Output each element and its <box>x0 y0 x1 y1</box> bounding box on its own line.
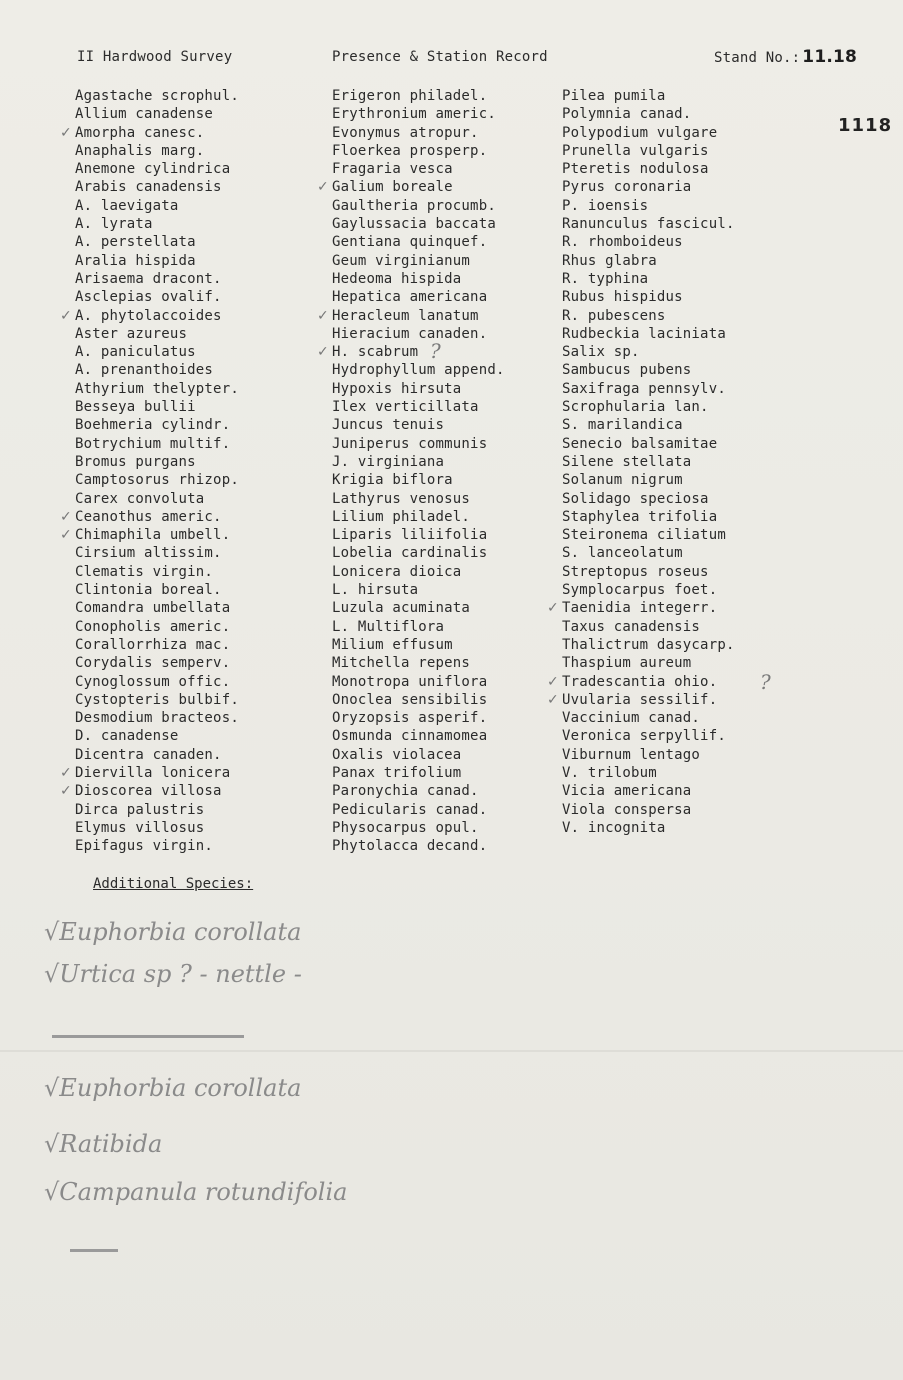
species-name: Rudbeckia laciniata <box>562 325 726 342</box>
species-name: Physocarpus opul. <box>332 819 479 836</box>
handwritten-species: √Urtica sp ? - nettle - <box>44 960 302 988</box>
species-item <box>332 453 505 471</box>
species-item <box>562 801 735 819</box>
species-name: Floerkea prosperp. <box>332 142 488 159</box>
species-item <box>562 215 735 233</box>
species-item <box>332 727 505 745</box>
species-name: Gaultheria procumb. <box>332 197 496 214</box>
species-item <box>332 636 505 654</box>
check-mark-icon: ✓ <box>60 527 72 544</box>
stand-value: 11.18 <box>802 47 858 67</box>
species-name: Allium canadense <box>75 106 214 123</box>
species-name: A. prenanthoides <box>75 362 214 379</box>
species-item <box>75 618 239 636</box>
species-name: Desmodium bracteos. <box>75 710 239 727</box>
species-item <box>332 508 505 526</box>
species-name: Bromus purgans <box>75 453 196 470</box>
species-item <box>75 252 239 270</box>
handwritten-species: √Euphorbia corollata <box>44 918 302 946</box>
species-item <box>562 416 735 434</box>
species-name: Senecio balsamitae <box>562 435 718 452</box>
species-name: L. hirsuta <box>332 582 419 599</box>
species-item <box>562 252 735 270</box>
species-item <box>547 691 735 709</box>
species-name: Geum virginianum <box>332 252 471 269</box>
species-name: Taxus canadensis <box>562 618 701 635</box>
species-item <box>562 398 735 416</box>
species-name: R. rhomboideus <box>562 234 683 251</box>
species-name: R. pubescens <box>562 307 666 324</box>
species-name: A. perstellata <box>75 234 196 251</box>
species-name: Pilea pumila <box>562 88 666 104</box>
species-item <box>317 307 505 325</box>
species-item <box>332 233 505 251</box>
species-name: Taenidia integerr. <box>562 600 718 617</box>
species-name: J. virginiana <box>332 453 445 470</box>
species-name: Lonicera dioica <box>332 563 462 580</box>
species-item <box>75 673 239 691</box>
species-item <box>332 801 505 819</box>
species-name: Fragaria vesca <box>332 161 453 178</box>
species-item <box>562 361 735 379</box>
species-item <box>332 325 505 343</box>
species-item <box>75 490 239 508</box>
species-name: Krigia biflora <box>332 472 453 489</box>
species-item <box>60 782 239 800</box>
species-name: Boehmeria cylindr. <box>75 417 231 434</box>
species-item <box>332 471 505 489</box>
species-name: Asclepias ovalif. <box>75 289 222 306</box>
species-item <box>332 709 505 727</box>
handwritten-species: √Euphorbia corollata <box>44 1074 302 1102</box>
species-item <box>562 709 735 727</box>
species-item <box>60 124 239 142</box>
species-name: Athyrium thelypter. <box>75 380 239 397</box>
species-item <box>562 325 735 343</box>
species-item <box>332 691 505 709</box>
species-name: Pteretis nodulosa <box>562 161 709 178</box>
check-mark-icon: ✓ <box>60 764 72 781</box>
species-item <box>75 288 239 306</box>
species-item <box>562 124 735 142</box>
species-item <box>562 270 735 288</box>
species-item <box>332 252 505 270</box>
species-item <box>562 544 735 562</box>
species-name: Liparis liliifolia <box>332 527 488 544</box>
species-item <box>547 673 735 691</box>
question-mark-annotation: ? <box>760 670 771 694</box>
species-name: Botrychium multif. <box>75 435 231 452</box>
species-item <box>332 416 505 434</box>
species-item <box>75 471 239 489</box>
species-item <box>332 819 505 837</box>
species-item <box>75 837 239 855</box>
species-name: Corallorrhiza mac. <box>75 636 231 653</box>
species-item <box>332 764 505 782</box>
species-item <box>562 819 735 837</box>
species-name: Dicentra canaden. <box>75 746 222 763</box>
species-item <box>332 197 505 215</box>
additional-species-heading: Additional Species: <box>93 876 254 892</box>
species-item <box>332 673 505 691</box>
species-name: Oryzopsis asperif. <box>332 710 488 727</box>
species-name: Dioscorea villosa <box>75 783 222 800</box>
species-name: Cirsium altissim. <box>75 545 222 562</box>
question-mark-annotation: ? <box>430 339 441 363</box>
species-name: Juniperus communis <box>332 435 488 452</box>
species-item <box>562 581 735 599</box>
species-name: Anaphalis marg. <box>75 142 205 159</box>
species-item <box>562 380 735 398</box>
species-item <box>75 178 239 196</box>
species-name: Gentiana quinquef. <box>332 234 488 251</box>
species-item <box>317 343 505 361</box>
check-mark-icon: ✓ <box>60 124 72 141</box>
species-name: Hepatica americana <box>332 289 488 306</box>
species-item <box>75 361 239 379</box>
species-item <box>75 380 239 398</box>
species-item <box>60 307 239 325</box>
species-name: S. lanceolatum <box>562 545 683 562</box>
crossed-out-entry <box>70 1236 126 1264</box>
species-name: Oxalis violacea <box>332 746 462 763</box>
handwritten-species: √Ratibida <box>44 1130 163 1158</box>
species-item <box>60 508 239 526</box>
species-item <box>562 746 735 764</box>
species-item <box>75 636 239 654</box>
species-item <box>547 599 735 617</box>
species-name: Mitchella repens <box>332 655 471 672</box>
species-item <box>75 233 239 251</box>
species-item <box>562 727 735 745</box>
species-name: Symplocarpus foet. <box>562 582 718 599</box>
species-name: Conopholis americ. <box>75 618 231 635</box>
species-name: Ceanothus americ. <box>75 508 222 525</box>
species-name: Agastache scrophul. <box>75 88 239 104</box>
species-name: Carex convoluta <box>75 490 205 507</box>
species-name: A. laevigata <box>75 197 179 214</box>
species-item <box>75 819 239 837</box>
species-item <box>75 197 239 215</box>
species-item <box>75 801 239 819</box>
species-name: Panax trifolium <box>332 764 462 781</box>
species-name: Erigeron philadel. <box>332 88 488 104</box>
species-item <box>562 563 735 581</box>
species-item <box>332 563 505 581</box>
species-name: A. lyrata <box>75 216 153 233</box>
species-name: Tradescantia ohio. <box>562 673 718 690</box>
species-item <box>562 782 735 800</box>
species-item <box>562 508 735 526</box>
species-name: Aralia hispida <box>75 252 196 269</box>
crossed-out-entry <box>52 1022 272 1050</box>
species-name: Prunella vulgaris <box>562 142 709 159</box>
species-name: Cystopteris bulbif. <box>75 691 239 708</box>
species-name: Anemone cylindrica <box>75 161 231 178</box>
species-item <box>562 654 735 672</box>
species-item <box>562 490 735 508</box>
stand-number-annotation: 1118 <box>838 115 893 136</box>
species-item <box>75 398 239 416</box>
species-item <box>562 435 735 453</box>
species-name: Viola conspersa <box>562 801 692 818</box>
species-item <box>75 709 239 727</box>
species-item <box>562 764 735 782</box>
species-name: S. marilandica <box>562 417 683 434</box>
species-name: Staphylea trifolia <box>562 508 718 525</box>
species-item <box>332 599 505 617</box>
species-item <box>332 526 505 544</box>
species-item <box>75 325 239 343</box>
species-name: A. paniculatus <box>75 344 196 361</box>
species-item <box>332 215 505 233</box>
species-name: Sambucus pubens <box>562 362 692 379</box>
species-item <box>562 87 735 105</box>
species-name: Dirca palustris <box>75 801 205 818</box>
species-name: Comandra umbellata <box>75 600 231 617</box>
species-name: Ranunculus fascicul. <box>562 216 735 233</box>
species-name: V. incognita <box>562 819 666 836</box>
species-name: Aster azureus <box>75 325 188 342</box>
species-column-1 <box>60 87 239 855</box>
species-name: Milium effusum <box>332 636 453 653</box>
species-item <box>75 87 239 105</box>
species-item <box>332 782 505 800</box>
species-item <box>75 270 239 288</box>
species-name: Polypodium vulgare <box>562 124 718 141</box>
species-name: Polymnia canad. <box>562 106 692 123</box>
species-name: Elymus villosus <box>75 819 205 836</box>
species-item <box>75 453 239 471</box>
species-name: Pyrus coronaria <box>562 179 692 196</box>
species-name: Lathyrus venosus <box>332 490 471 507</box>
species-name: Amorpha canesc. <box>75 124 205 141</box>
species-name: Streptopus roseus <box>562 563 709 580</box>
species-name: Chimaphila umbell. <box>75 527 231 544</box>
species-name: Clintonia boreal. <box>75 582 222 599</box>
species-name: Hedeoma hispida <box>332 270 462 287</box>
species-name: Arisaema dracont. <box>75 270 222 287</box>
species-name: Clematis virgin. <box>75 563 214 580</box>
species-item <box>332 142 505 160</box>
record-title: Presence & Station Record <box>332 49 548 65</box>
stand-label: Stand No.: <box>714 50 801 66</box>
species-item <box>75 544 239 562</box>
species-item <box>562 105 735 123</box>
species-item <box>562 636 735 654</box>
species-item <box>75 416 239 434</box>
check-mark-icon: ✓ <box>547 673 559 690</box>
species-item <box>75 160 239 178</box>
species-item <box>332 87 505 105</box>
species-name: Evonymus atropur. <box>332 124 479 141</box>
species-item <box>562 233 735 251</box>
species-item <box>75 142 239 160</box>
species-name: Phytolacca decand. <box>332 838 488 855</box>
species-item <box>332 435 505 453</box>
species-name: Epifagus virgin. <box>75 838 214 855</box>
species-name: Gaylussacia baccata <box>332 216 496 233</box>
species-item <box>562 142 735 160</box>
species-name: Vicia americana <box>562 783 692 800</box>
species-item <box>332 124 505 142</box>
species-item <box>562 178 735 196</box>
species-name: Lobelia cardinalis <box>332 545 488 562</box>
species-item <box>75 691 239 709</box>
species-name: Cynoglossum offic. <box>75 673 231 690</box>
species-item <box>60 764 239 782</box>
species-name: Salix sp. <box>562 344 640 361</box>
species-name: Ilex verticillata <box>332 399 479 416</box>
species-name: Galium boreale <box>332 179 453 196</box>
species-name: D. canadense <box>75 728 179 745</box>
species-name: Camptosorus rhizop. <box>75 472 239 489</box>
check-mark-icon: ✓ <box>547 600 559 617</box>
species-name: Scrophularia lan. <box>562 399 709 416</box>
species-item <box>75 435 239 453</box>
species-item <box>75 105 239 123</box>
species-item <box>75 581 239 599</box>
species-name: Vaccinium canad. <box>562 710 701 727</box>
species-name: Heracleum lanatum <box>332 307 479 324</box>
species-name: Hypoxis hirsuta <box>332 380 462 397</box>
species-name: Monotropa uniflora <box>332 673 488 690</box>
species-item <box>332 105 505 123</box>
species-name: Corydalis semperv. <box>75 655 231 672</box>
species-name: V. trilobum <box>562 764 657 781</box>
species-item <box>562 288 735 306</box>
species-item <box>562 160 735 178</box>
check-mark-icon: ✓ <box>60 307 72 324</box>
species-name: Besseya bullii <box>75 399 196 416</box>
species-name: Pedicularis canad. <box>332 801 488 818</box>
species-name: Rhus glabra <box>562 252 657 269</box>
species-item <box>75 563 239 581</box>
check-mark-icon: ✓ <box>317 344 329 361</box>
species-item <box>562 618 735 636</box>
species-item <box>562 307 735 325</box>
species-name: Hydrophyllum append. <box>332 362 505 379</box>
species-name: Lilium philadel. <box>332 508 471 525</box>
species-item <box>332 380 505 398</box>
species-name: Silene stellata <box>562 453 692 470</box>
species-item <box>75 727 239 745</box>
species-item <box>75 746 239 764</box>
handwritten-species: √Campanula rotundifolia <box>44 1178 348 1206</box>
species-name: Erythronium americ. <box>332 106 496 123</box>
check-mark-icon: ✓ <box>60 783 72 800</box>
species-name: Diervilla lonicera <box>75 764 231 781</box>
species-item <box>332 544 505 562</box>
species-name: Uvularia sessilif. <box>562 691 718 708</box>
paper-fold-line <box>0 1050 903 1052</box>
species-item <box>75 654 239 672</box>
species-name: Onoclea sensibilis <box>332 691 488 708</box>
species-item <box>332 654 505 672</box>
species-name: Osmunda cinnamomea <box>332 728 488 745</box>
species-name: Solanum nigrum <box>562 472 683 489</box>
check-mark-icon: ✓ <box>60 508 72 525</box>
species-item <box>75 215 239 233</box>
species-item <box>332 581 505 599</box>
survey-title: II Hardwood Survey <box>77 49 233 65</box>
species-column-3 <box>547 87 735 837</box>
species-item <box>317 178 505 196</box>
species-name: Hieracium canaden. <box>332 325 488 342</box>
species-name: Thaspium aureum <box>562 655 692 672</box>
species-item <box>332 288 505 306</box>
species-item <box>332 618 505 636</box>
species-name: Juncus tenuis <box>332 417 445 434</box>
species-name: Arabis canadensis <box>75 179 222 196</box>
species-name: Rubus hispidus <box>562 289 683 306</box>
species-item <box>332 837 505 855</box>
check-mark-icon: ✓ <box>547 691 559 708</box>
species-name: P. ioensis <box>562 197 649 214</box>
species-item <box>562 453 735 471</box>
species-column-2 <box>317 87 505 855</box>
species-item <box>332 361 505 379</box>
species-name: Luzula acuminata <box>332 600 471 617</box>
species-item <box>75 343 239 361</box>
species-name: A. phytolaccoides <box>75 307 222 324</box>
species-name: Veronica serpyllif. <box>562 728 726 745</box>
species-item <box>332 746 505 764</box>
species-name: Saxifraga pennsylv. <box>562 380 726 397</box>
species-item <box>562 197 735 215</box>
species-item <box>332 270 505 288</box>
species-name: R. typhina <box>562 270 649 287</box>
species-name: Thalictrum dasycarp. <box>562 636 735 653</box>
check-mark-icon: ✓ <box>317 307 329 324</box>
species-item <box>60 526 239 544</box>
species-name: Viburnum lentago <box>562 746 701 763</box>
species-item <box>332 160 505 178</box>
species-name: Solidago speciosa <box>562 490 709 507</box>
species-item <box>75 599 239 617</box>
check-mark-icon: ✓ <box>317 179 329 196</box>
species-name: Paronychia canad. <box>332 783 479 800</box>
species-name: H. scabrum <box>332 344 419 361</box>
species-item <box>562 471 735 489</box>
species-item <box>332 490 505 508</box>
species-item <box>562 343 735 361</box>
species-item <box>332 398 505 416</box>
species-name: Steironema ciliatum <box>562 527 726 544</box>
species-name: L. Multiflora <box>332 618 445 635</box>
species-item <box>562 526 735 544</box>
stand-number <box>714 47 857 67</box>
